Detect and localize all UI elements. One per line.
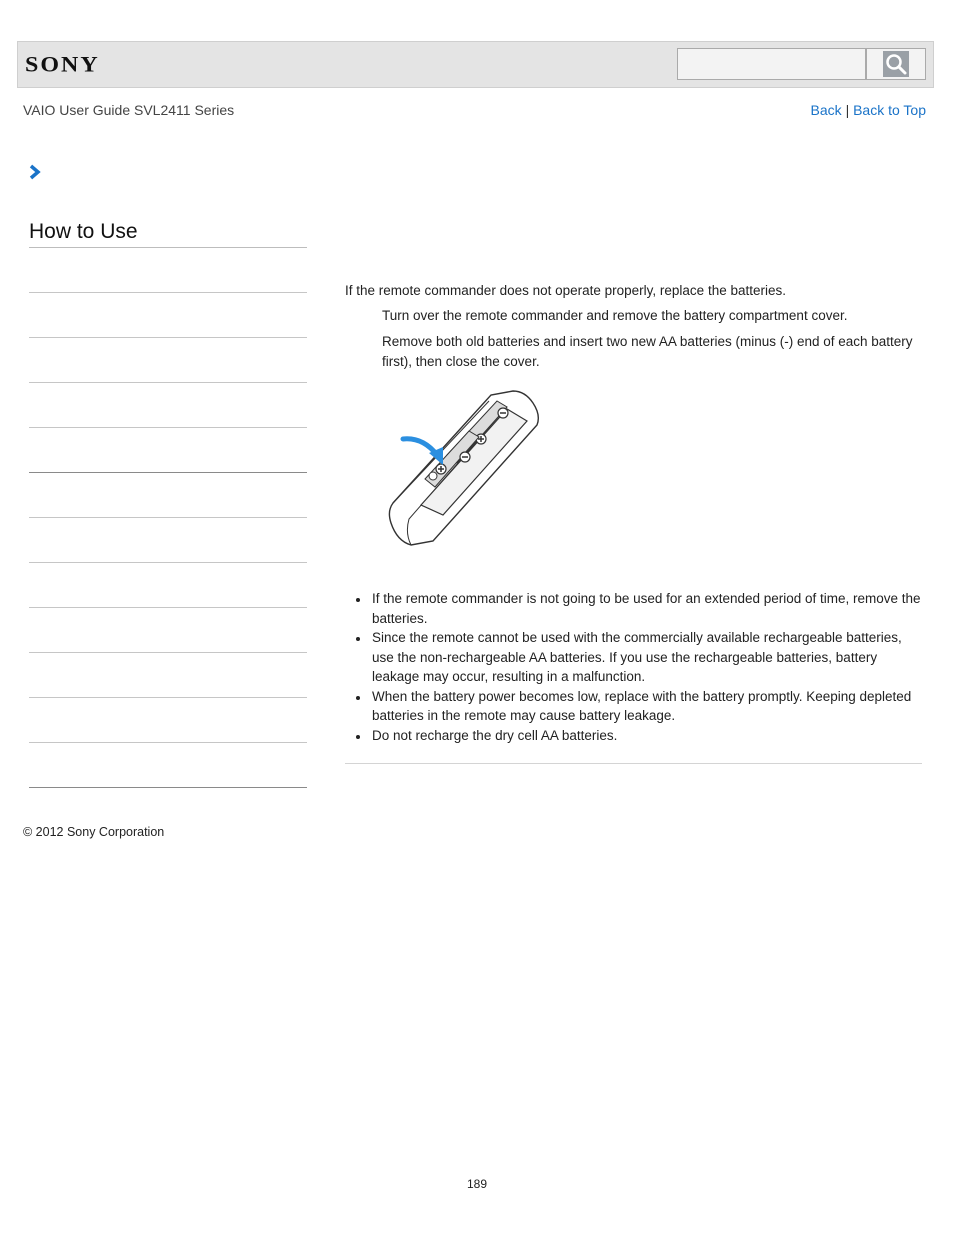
sony-logo[interactable]: SONY [25,53,100,77]
list-item: Do not recharge the dry cell AA batteries. [345,726,925,746]
sidebar-item[interactable] [29,518,307,563]
sidebar-item[interactable] [29,383,307,428]
sidebar-item[interactable] [29,653,307,698]
list-item: When the battery power becomes low, replace with the battery promptly. Keeping depleted batteries in the remote may cause battery leakage. [345,687,925,726]
list-item: If the remote commander is not going to be used for an extended period of time, remove the batteries. [345,589,925,628]
back-to-top-link[interactable]: Back to Top [853,102,926,118]
section-title: How to Use [29,220,138,243]
sidebar-item[interactable] [29,338,307,383]
chevron-right-icon [28,164,42,180]
step-text: Turn over the remote commander and remove the battery compartment cover. [382,307,848,323]
sidebar-item[interactable] [29,248,307,293]
sidebar-item[interactable] [29,563,307,608]
intro-text: If the remote commander does not operate properly, replace the batteries. [345,283,786,298]
guide-title: VAIO User Guide SVL2411 Series [23,102,235,118]
step-text: Remove both old batteries and insert two new AA batteries (minus (-) end of each battery first), then close the cover. [382,334,913,369]
notes-list [345,589,925,745]
link-separator: | [845,102,850,118]
sidebar-item[interactable] [29,473,307,518]
sidebar-item[interactable] [29,608,307,653]
header-bar [17,41,934,88]
sidebar-item[interactable] [29,698,307,743]
search-input[interactable] [677,48,866,80]
copyright: © 2012 Sony Corporation [23,825,165,839]
sidebar-item[interactable] [29,293,307,338]
battery-replacement-illustration [385,383,545,553]
list-item: Since the remote cannot be used with the commercially available rechargeable batteries, use the non-rechargeable AA batteries. If you use the rechargeable batteries, battery leakage may occur, resulting in a malfunction. [345,628,925,687]
magnifier-icon [883,51,909,77]
top-links [811,102,926,118]
main-content [345,281,925,743]
sidebar-nav [29,248,307,788]
search-button[interactable] [866,48,926,80]
breadcrumb[interactable] [28,164,42,185]
sidebar-item[interactable] [29,428,307,473]
back-link[interactable]: Back [810,102,842,118]
content-divider [345,763,922,764]
sidebar-item[interactable] [29,743,307,788]
page-number: 189 [466,1177,488,1191]
